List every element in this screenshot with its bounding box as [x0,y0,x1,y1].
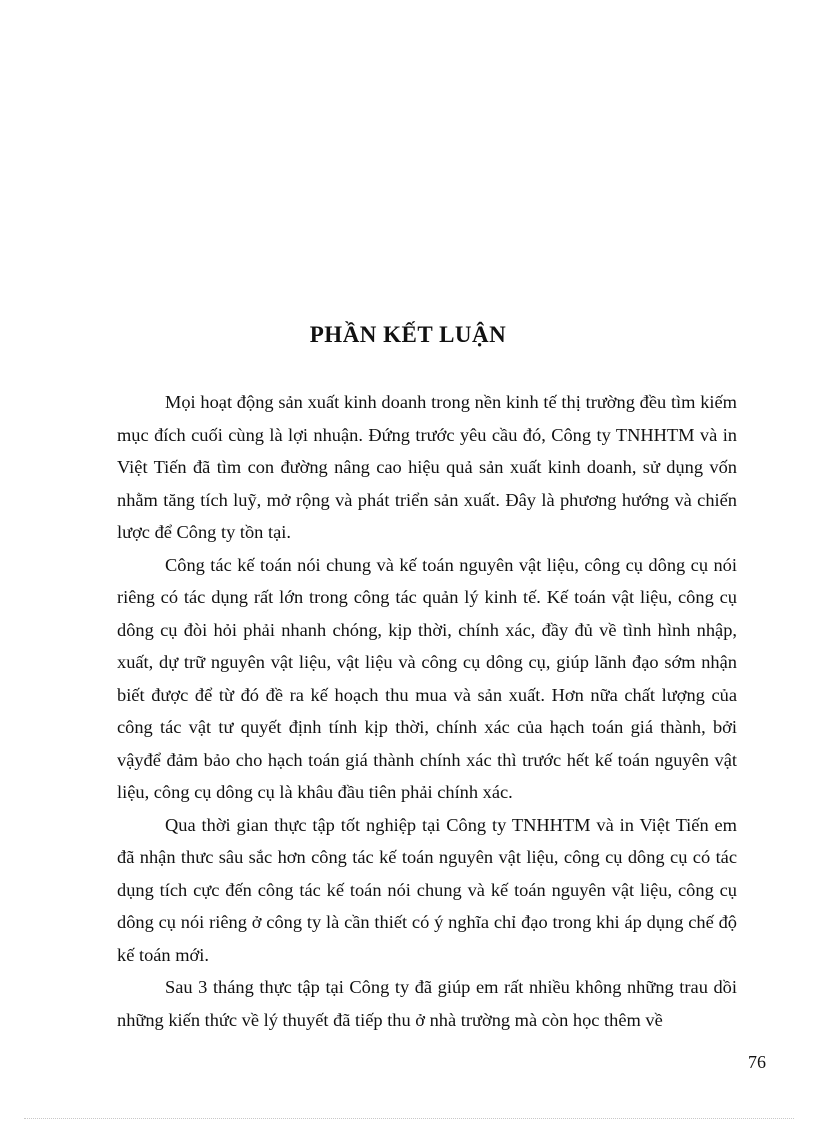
body-text [117,386,737,1036]
page-bottom-divider [24,1118,794,1119]
paragraph-1: Mọi hoạt động sản xuất kinh doanh trong nền kinh tế thị trường đều tìm kiếm mục đích cuối cùng là lợi nhuận. Đứng trước yêu cầu đó, Công ty TNHHTM và in Việt Tiến đã tìm con đường nâng cao hiệu quả sản xuất kinh doanh, sử dụng vốn nhằm tăng tích luỹ, mở rộng và phát triển sản xuất. Đây là phương hướng và chiến lược để Công ty tồn tại. [117,392,737,542]
paragraph-4: Sau 3 tháng thực tập tại Công ty đã giúp em rất nhiều không những trau dồi những kiến thức về lý thuyết đã tiếp thu ở nhà trường mà còn học thêm về [117,977,737,1030]
paragraph-2: Công tác kế toán nói chung và kế toán nguyên vật liệu, công cụ dông cụ nói riêng có tác dụng rất lớn trong công tác quản lý kinh tế. Kế toán vật liệu, công cụ dông cụ đòi hỏi phải nhanh chóng, kịp thời, chính xác, đầy đủ về tình hình nhập, xuất, dự trữ nguyên vật liệu, vật liệu và công cụ dông cụ, giúp lãnh đạo sớm nhận biết được để từ đó đề ra kế hoạch thu mua và sản xuất. Hơn nữa chất lượng của công tác vật tư quyết định tính kịp thời, chính xác của hạch toán giá thành, bởi vậyđể đảm bảo cho hạch toán giá thành chính xác thì trước hết kế toán nguyên vật liệu, công cụ dông cụ là khâu đầu tiên phải chính xác. [117,554,737,802]
page-title: PHẦN KẾT LUẬN [309,322,507,347]
paragraph-3: Qua thời gian thực tập tốt nghiệp tại Công ty TNHHTM và in Việt Tiến em đã nhận thưc sâu sắc hơn công tác kế toán nguyên vật liệu, công cụ dông cụ có tác dụng tích cực đến công tác kế toán nói chung và kế toán nguyên vật liệu, công cụ dông cụ nói riêng ở công ty là cần thiết có ý nghĩa chỉ đạo trong khi áp dụng chế độ kế toán mới. [117,814,737,965]
page-number: 76 [748,1052,766,1072]
